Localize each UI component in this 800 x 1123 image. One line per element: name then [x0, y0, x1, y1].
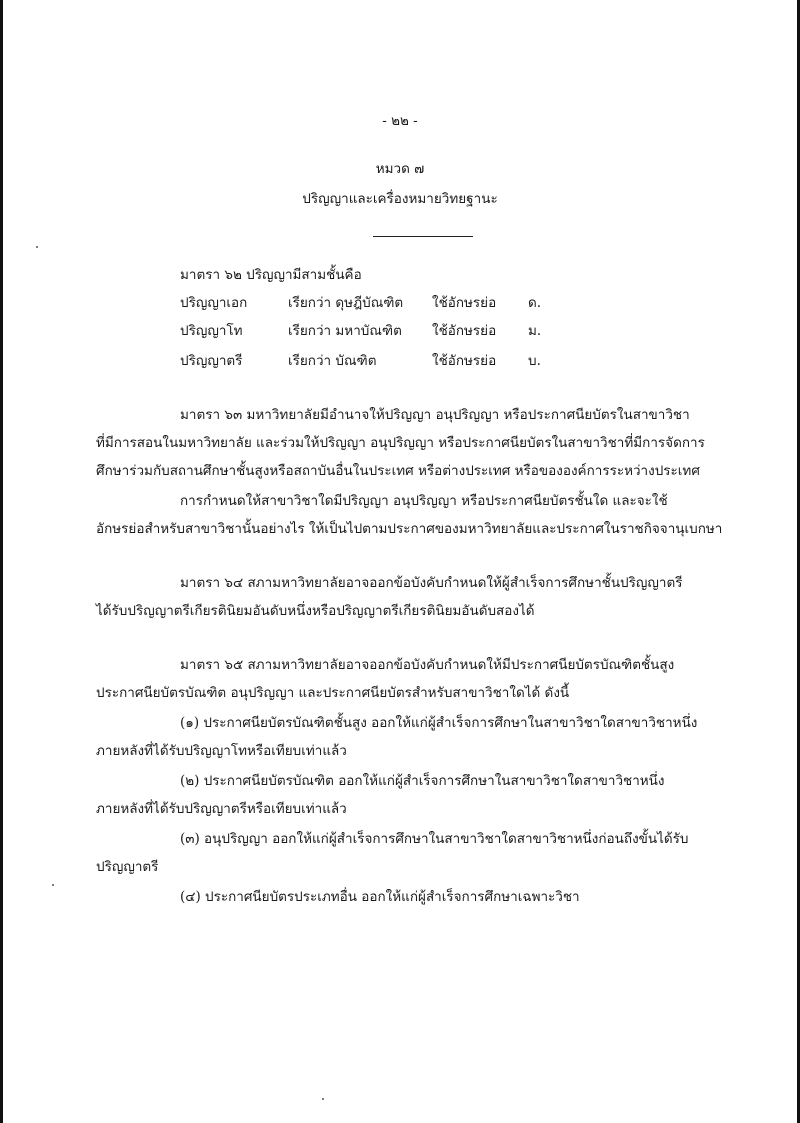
section-63-line: ที่มีการสอนในมหาวิทยาลัย และร่วมให้ปริญญา อนุปริญญา หรือประกาศนียบัตรในสาขาวิชาที่มีการจัดการ — [96, 435, 705, 451]
section-63-line: ศึกษาร่วมกับสถานศึกษาชั้นสูงหรือสถาบันอื่นในประเทศ หรือต่างประเทศ หรือขององค์การระหว่างประเทศ — [96, 463, 700, 479]
section-65-item: (๔) ประกาศนียบัตรประเภทอื่น ออกให้แก่ผู้สำเร็จการศึกษาเฉพาะวิชา — [180, 889, 580, 905]
section-64-line: ได้รับปริญญาตรีเกียรตินิยมอันดับหนึ่งหรือปริญญาตรีเกียรตินิยมอันดับสองได้ — [96, 603, 535, 619]
section-63-line: อักษรย่อสำหรับสาขาวิชานั้นอย่างไร ให้เป็นไปตามประกาศของมหาวิทยาลัยและประกาศในราชกิจจานุเบกษา — [96, 521, 723, 537]
degree-called: เรียกว่า บัณฑิต — [288, 353, 377, 369]
chapter-subtitle: ปริญญาและเครื่องหมายวิทยฐานะ — [302, 191, 498, 207]
degree-level: ปริญญาโท — [180, 323, 243, 339]
section-65-line: ภายหลังที่ได้รับปริญญาตรีหรือเทียบเท่าแล้ว — [96, 801, 347, 817]
scan-speck — [36, 246, 38, 248]
section-63-line: มาตรา ๖๓ มหาวิทยาลัยมีอำนาจให้ปริญญา อนุปริญญา หรือประกาศนียบัตรในสาขาวิชา — [180, 407, 690, 423]
scan-speck — [322, 1098, 324, 1100]
degree-level: ปริญญาเอก — [180, 295, 248, 311]
section-65-line: ปริญญาตรี — [96, 859, 159, 875]
section-62-heading: มาตรา ๖๒ ปริญญามีสามชั้นคือ — [180, 267, 362, 283]
section-63-line: การกำหนดให้สาขาวิชาใดมีปริญญา อนุปริญญา หรือประกาศนียบัตรชั้นใด และจะใช้ — [180, 493, 668, 509]
degree-abbr-label: ใช้อักษรย่อ — [432, 323, 497, 339]
chapter-title: หมวด ๗ — [375, 161, 425, 177]
degree-abbr-label: ใช้อักษรย่อ — [432, 295, 497, 311]
page-number: - ๒๒ - — [382, 113, 418, 129]
degree-called: เรียกว่า ดุษฎีบัณฑิต — [288, 295, 404, 311]
heading-divider — [373, 236, 473, 237]
section-65-item: (๑) ประกาศนียบัตรบัณฑิตชั้นสูง ออกให้แก่ผู้สำเร็จการศึกษาในสาขาวิชาใดสาขาวิชาหนึ่ง — [180, 715, 698, 731]
section-65-line: ประกาศนียบัตรบัณฑิต อนุปริญญา และประกาศนียบัตรสำหรับสาขาวิชาใดได้ ดังนี้ — [96, 685, 570, 701]
section-65-item: (๒) ประกาศนียบัตรบัณฑิต ออกให้แก่ผู้สำเร็จการศึกษาในสาขาวิชาใดสาขาวิชาหนึ่ง — [180, 773, 665, 789]
section-65-item: (๓) อนุปริญญา ออกให้แก่ผู้สำเร็จการศึกษาในสาขาวิชาใดสาขาวิชาหนึ่งก่อนถึงขั้นได้รับ — [180, 831, 689, 847]
degree-called: เรียกว่า มหาบัณฑิต — [288, 323, 402, 339]
degree-abbr-label: ใช้อักษรย่อ — [432, 353, 497, 369]
degree-level: ปริญญาตรี — [180, 353, 243, 369]
section-65-line: มาตรา ๖๕ สภามหาวิทยาลัยอาจออกข้อบังคับกำหนดให้มีประกาศนียบัตรบัณฑิตชั้นสูง — [180, 657, 675, 673]
section-64-line: มาตรา ๖๔ สภามหาวิทยาลัยอาจออกข้อบังคับกำหนดให้ผู้สำเร็จการศึกษาชั้นปริญญาตรี — [180, 575, 683, 591]
section-65-line: ภายหลังที่ได้รับปริญญาโทหรือเทียบเท่าแล้ว — [96, 743, 347, 759]
degree-abbr: ม. — [528, 323, 542, 339]
degree-abbr: ด. — [528, 295, 542, 311]
scan-speck — [52, 884, 54, 886]
degree-abbr: บ. — [528, 353, 541, 369]
